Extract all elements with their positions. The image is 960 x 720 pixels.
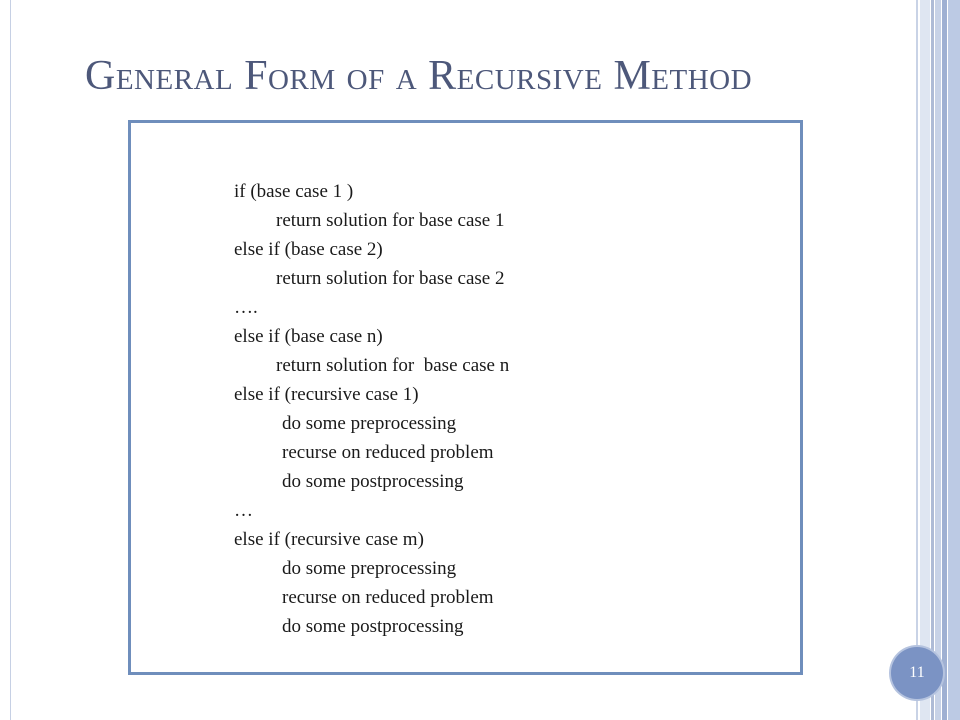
code-line: return solution for base case 2 bbox=[276, 268, 505, 289]
code-line: else if (base case n) bbox=[234, 326, 383, 347]
decorative-stripe bbox=[931, 0, 934, 720]
code-line: do some postprocessing bbox=[282, 471, 464, 492]
code-line: recurse on reduced problem bbox=[282, 587, 494, 608]
code-line: else if (base case 2) bbox=[234, 239, 383, 260]
code-line: else if (recursive case 1) bbox=[234, 384, 419, 405]
code-line: … bbox=[234, 500, 253, 521]
left-accent-line bbox=[10, 0, 11, 720]
code-line: do some preprocessing bbox=[282, 558, 457, 579]
code-line: return solution for base case 1 bbox=[276, 210, 505, 231]
code-line: else if (recursive case m) bbox=[234, 529, 424, 550]
code-box bbox=[128, 120, 803, 675]
decorative-stripe bbox=[935, 0, 941, 720]
code-line: do some postprocessing bbox=[282, 616, 464, 637]
code-block bbox=[234, 177, 509, 641]
decorative-stripe bbox=[916, 0, 918, 720]
page-number-badge: 11 bbox=[891, 647, 943, 699]
decorative-stripe bbox=[942, 0, 947, 720]
decorative-stripe bbox=[948, 0, 960, 720]
decorative-stripe bbox=[920, 0, 930, 720]
code-line: return solution for base case n bbox=[276, 355, 510, 376]
code-line: if (base case 1 ) bbox=[234, 181, 354, 202]
code-line: recurse on reduced problem bbox=[282, 442, 494, 463]
code-line: …. bbox=[234, 297, 258, 318]
code-line: do some preprocessing bbox=[282, 413, 457, 434]
slide-title: General Form of a Recursive Method bbox=[85, 53, 753, 99]
